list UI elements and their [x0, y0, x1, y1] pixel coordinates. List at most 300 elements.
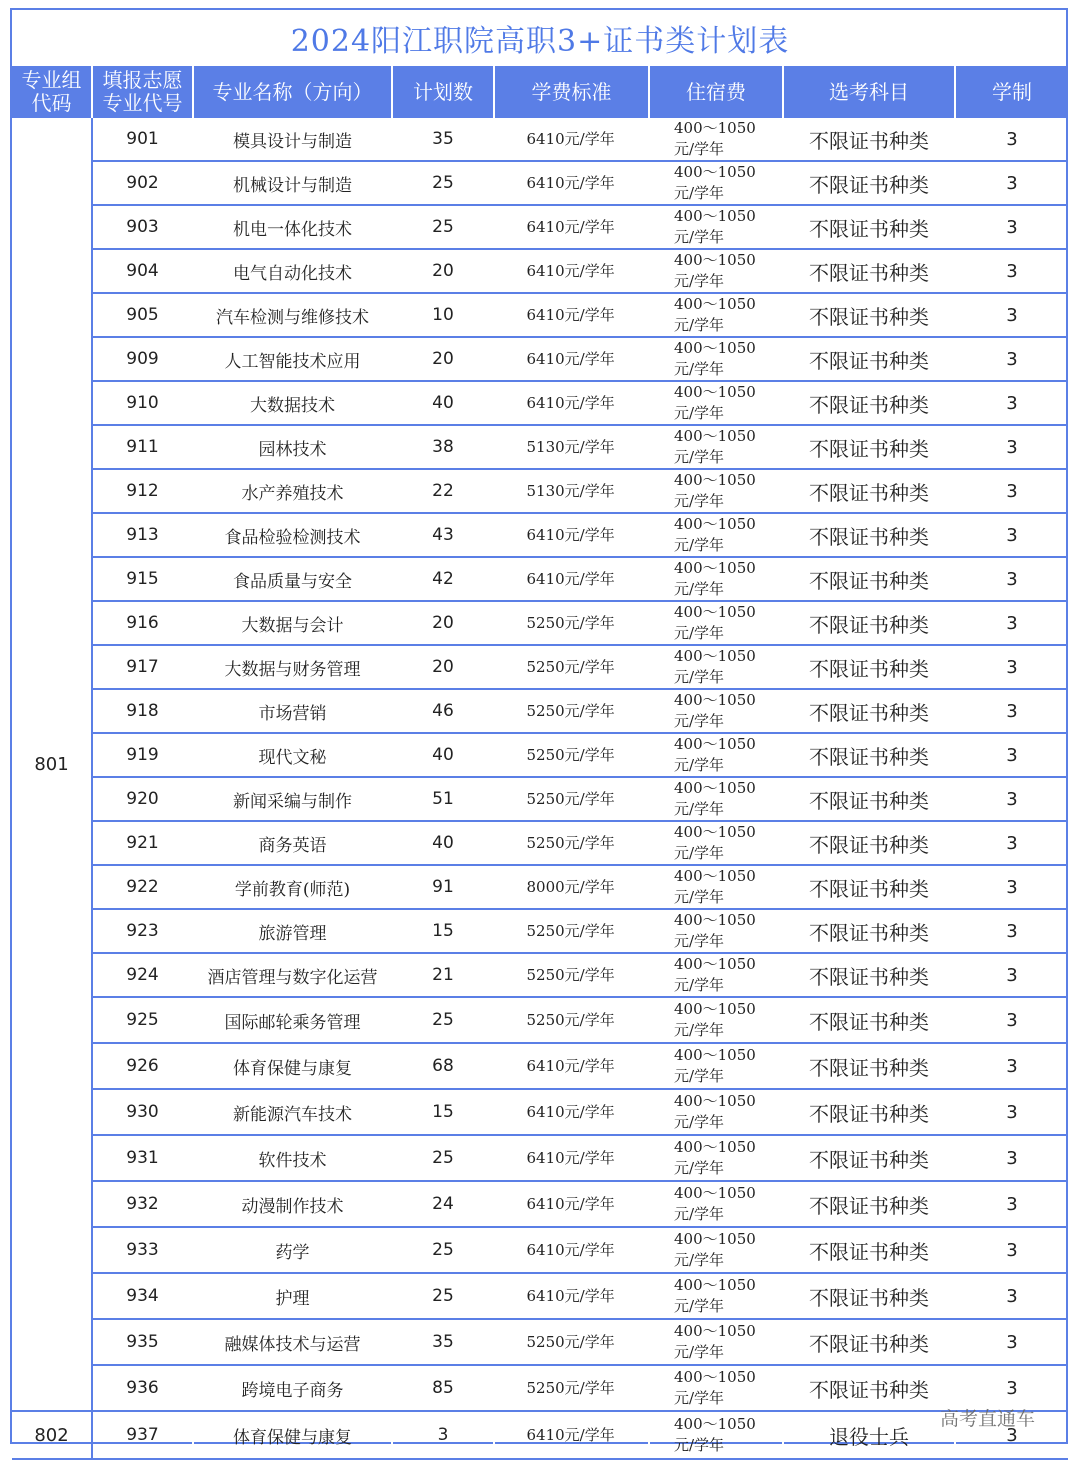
plan-count-cell: 91: [392, 865, 494, 909]
tuition-cell: [494, 689, 649, 733]
accommodation-cell: [649, 557, 783, 601]
table-row: [12, 1181, 1068, 1227]
table-row: [12, 821, 1068, 865]
accommodation-cell: [649, 733, 783, 777]
tuition-cell: [494, 645, 649, 689]
accommodation-cell: [649, 1319, 783, 1365]
subjects-cell: 不限证书种类: [783, 1043, 955, 1089]
major-name-cell: 国际邮轮乘务管理: [193, 997, 392, 1043]
table-row: [12, 513, 1068, 557]
major-code-cell: 931: [92, 1135, 193, 1181]
major-code-cell: 901: [92, 118, 193, 161]
table-row: [12, 1411, 1068, 1459]
table-row: [12, 469, 1068, 513]
duration-cell: 3: [955, 425, 1068, 469]
subjects-cell: 不限证书种类: [783, 205, 955, 249]
accommodation-text: 400～1050元/学年: [674, 1184, 756, 1223]
table-row: [12, 1273, 1068, 1319]
major-name-cell: 园林技术: [193, 425, 392, 469]
tuition-cell: [494, 469, 649, 513]
accommodation-cell: [649, 249, 783, 293]
accommodation-text: 400～1050元/学年: [674, 251, 756, 290]
major-name-cell: 汽车检测与维修技术: [193, 293, 392, 337]
subjects-cell: 不限证书种类: [783, 645, 955, 689]
major-code-cell: 933: [92, 1227, 193, 1273]
group-code-cell: 801: [12, 118, 92, 1411]
accommodation-cell: [649, 953, 783, 997]
tuition-cell: [494, 1181, 649, 1227]
header-plan: 计划数: [392, 66, 494, 118]
major-code-cell: 912: [92, 469, 193, 513]
plan-count-cell: 20: [392, 337, 494, 381]
accommodation-text: 400～1050元/学年: [674, 1322, 756, 1361]
tuition-text: 6410元/学年: [526, 525, 615, 544]
tuition-text: 6410元/学年: [526, 1102, 615, 1121]
tuition-cell: [494, 821, 649, 865]
tuition-text: 6410元/学年: [526, 1056, 615, 1075]
subjects-cell: 不限证书种类: [783, 1089, 955, 1135]
major-code-cell: 924: [92, 953, 193, 997]
major-name-cell: 融媒体技术与运营: [193, 1319, 392, 1365]
accommodation-text: 400～1050元/学年: [674, 339, 756, 378]
major-name-cell: 旅游管理: [193, 909, 392, 953]
accommodation-text: 400～1050元/学年: [674, 1415, 756, 1454]
duration-cell: 3: [955, 1319, 1068, 1365]
tuition-text: 5250元/学年: [526, 745, 615, 764]
major-code-cell: 935: [92, 1319, 193, 1365]
accommodation-cell: [649, 1273, 783, 1319]
tuition-text: 6410元/学年: [526, 1148, 615, 1167]
table-row: [12, 865, 1068, 909]
table-row: [12, 381, 1068, 425]
duration-cell: 3: [955, 601, 1068, 645]
table-row: [12, 293, 1068, 337]
plan-count-cell: 21: [392, 953, 494, 997]
duration-cell: 3: [955, 1043, 1068, 1089]
duration-cell: 3: [955, 777, 1068, 821]
accommodation-text: 400～1050元/学年: [674, 163, 756, 202]
tuition-cell: [494, 601, 649, 645]
tuition-cell: [494, 425, 649, 469]
major-name-cell: 现代文秘: [193, 733, 392, 777]
plan-count-cell: 25: [392, 1135, 494, 1181]
major-code-cell: 930: [92, 1089, 193, 1135]
major-name-cell: 大数据与财务管理: [193, 645, 392, 689]
plan-count-cell: 20: [392, 645, 494, 689]
accommodation-cell: [649, 161, 783, 205]
accommodation-text: 400～1050元/学年: [674, 1138, 756, 1177]
tuition-text: 8000元/学年: [526, 877, 615, 896]
major-code-cell: 904: [92, 249, 193, 293]
major-code-cell: 909: [92, 337, 193, 381]
tuition-text: 5130元/学年: [526, 481, 615, 500]
major-name-cell: 新闻采编与制作: [193, 777, 392, 821]
duration-cell: 3: [955, 1273, 1068, 1319]
major-code-cell: 913: [92, 513, 193, 557]
major-code-cell: 937: [92, 1411, 193, 1459]
accommodation-text: 400～1050元/学年: [674, 867, 756, 906]
tuition-cell: [494, 205, 649, 249]
accommodation-cell: [649, 777, 783, 821]
tuition-text: 6410元/学年: [526, 1240, 615, 1259]
accommodation-text: 400～1050元/学年: [674, 1276, 756, 1315]
accommodation-text: 400～1050元/学年: [674, 1230, 756, 1269]
accommodation-text: 400～1050元/学年: [674, 1046, 756, 1085]
subjects-cell: 不限证书种类: [783, 557, 955, 601]
duration-cell: 3: [955, 733, 1068, 777]
accommodation-cell: [649, 337, 783, 381]
major-name-cell: 电气自动化技术: [193, 249, 392, 293]
tuition-cell: [494, 997, 649, 1043]
major-name-cell: 商务英语: [193, 821, 392, 865]
plan-count-cell: 22: [392, 469, 494, 513]
subjects-cell: 不限证书种类: [783, 425, 955, 469]
tuition-cell: [494, 1043, 649, 1089]
major-name-cell: 机电一体化技术: [193, 205, 392, 249]
subjects-cell: 不限证书种类: [783, 118, 955, 161]
table-row: [12, 118, 1068, 161]
accommodation-text: 400～1050元/学年: [674, 515, 756, 554]
tuition-text: 6410元/学年: [526, 173, 615, 192]
tuition-cell: [494, 249, 649, 293]
plan-count-cell: 15: [392, 909, 494, 953]
table-row: [12, 997, 1068, 1043]
subjects-cell: 不限证书种类: [783, 1365, 955, 1411]
major-code-cell: 926: [92, 1043, 193, 1089]
plan-count-cell: 24: [392, 1181, 494, 1227]
accommodation-text: 400～1050元/学年: [674, 1092, 756, 1131]
plan-count-cell: 25: [392, 1227, 494, 1273]
tuition-text: 6410元/学年: [526, 349, 615, 368]
duration-cell: 3: [955, 293, 1068, 337]
subjects-cell: 不限证书种类: [783, 953, 955, 997]
table-row: [12, 645, 1068, 689]
tuition-cell: [494, 161, 649, 205]
subjects-cell: 不限证书种类: [783, 689, 955, 733]
header-major-name: 专业名称（方向）: [193, 66, 392, 118]
subjects-cell: 不限证书种类: [783, 1273, 955, 1319]
tuition-cell: [494, 293, 649, 337]
major-name-cell: 护理: [193, 1273, 392, 1319]
major-code-cell: 902: [92, 161, 193, 205]
table-row: [12, 1319, 1068, 1365]
plan-count-cell: 35: [392, 1319, 494, 1365]
major-code-cell: 910: [92, 381, 193, 425]
major-name-cell: 软件技术: [193, 1135, 392, 1181]
tuition-cell: [494, 777, 649, 821]
accommodation-cell: [649, 821, 783, 865]
tuition-cell: [494, 1089, 649, 1135]
accommodation-cell: [649, 1089, 783, 1135]
tuition-cell: [494, 1273, 649, 1319]
duration-cell: 3: [955, 865, 1068, 909]
accommodation-cell: [649, 425, 783, 469]
table-row: [12, 1043, 1068, 1089]
table-row: [12, 1089, 1068, 1135]
major-code-cell: 934: [92, 1273, 193, 1319]
plan-count-cell: 51: [392, 777, 494, 821]
plan-count-cell: 40: [392, 381, 494, 425]
major-name-cell: 大数据技术: [193, 381, 392, 425]
accommodation-text: 400～1050元/学年: [674, 1368, 756, 1407]
plan-count-cell: 15: [392, 1089, 494, 1135]
accommodation-cell: [649, 381, 783, 425]
subjects-cell: 不限证书种类: [783, 601, 955, 645]
duration-cell: 3: [955, 645, 1068, 689]
major-code-cell: 925: [92, 997, 193, 1043]
subjects-cell: 不限证书种类: [783, 161, 955, 205]
major-name-cell: 新能源汽车技术: [193, 1089, 392, 1135]
major-code-cell: 905: [92, 293, 193, 337]
accommodation-text: 400～1050元/学年: [674, 647, 756, 686]
table-row: [12, 161, 1068, 205]
major-name-cell: 体育保健与康复: [193, 1411, 392, 1459]
group-code-cell: 802: [12, 1411, 92, 1459]
tuition-text: 6410元/学年: [526, 305, 615, 324]
plan-count-cell: 42: [392, 557, 494, 601]
duration-cell: 3: [955, 1365, 1068, 1411]
duration-cell: 3: [955, 337, 1068, 381]
tuition-text: 5250元/学年: [526, 965, 615, 984]
major-code-cell: 915: [92, 557, 193, 601]
tuition-text: 5250元/学年: [526, 701, 615, 720]
table-row: [12, 689, 1068, 733]
tuition-text: 6410元/学年: [526, 393, 615, 412]
subjects-cell: 不限证书种类: [783, 1227, 955, 1273]
tuition-text: 5250元/学年: [526, 833, 615, 852]
duration-cell: 3: [955, 469, 1068, 513]
accommodation-text: 400～1050元/学年: [674, 559, 756, 598]
accommodation-text: 400～1050元/学年: [674, 207, 756, 246]
accommodation-cell: [649, 601, 783, 645]
major-code-cell: 922: [92, 865, 193, 909]
major-name-cell: 食品质量与安全: [193, 557, 392, 601]
accommodation-text: 400～1050元/学年: [674, 119, 756, 158]
subjects-cell: 不限证书种类: [783, 1181, 955, 1227]
subjects-cell: 不限证书种类: [783, 997, 955, 1043]
accommodation-cell: [649, 865, 783, 909]
subjects-cell: 不限证书种类: [783, 469, 955, 513]
accommodation-cell: [649, 469, 783, 513]
plan-count-cell: 35: [392, 118, 494, 161]
table-row: [12, 1135, 1068, 1181]
major-name-cell: 跨境电子商务: [193, 1365, 392, 1411]
duration-cell: 3: [955, 1227, 1068, 1273]
subjects-cell: 不限证书种类: [783, 1319, 955, 1365]
accommodation-cell: [649, 689, 783, 733]
tuition-text: 5250元/学年: [526, 1010, 615, 1029]
duration-cell: 3: [955, 821, 1068, 865]
accommodation-text: 400～1050元/学年: [674, 823, 756, 862]
subjects-cell: 不限证书种类: [783, 337, 955, 381]
accommodation-text: 400～1050元/学年: [674, 1000, 756, 1039]
accommodation-text: 400～1050元/学年: [674, 779, 756, 818]
tuition-cell: [494, 1135, 649, 1181]
accommodation-cell: [649, 1043, 783, 1089]
duration-cell: 3: [955, 997, 1068, 1043]
accommodation-cell: [649, 1227, 783, 1273]
header-duration: 学制: [955, 66, 1068, 118]
subjects-cell: 不限证书种类: [783, 513, 955, 557]
accommodation-text: 400～1050元/学年: [674, 295, 756, 334]
plan-count-cell: 20: [392, 249, 494, 293]
plan-count-cell: 25: [392, 1273, 494, 1319]
tuition-cell: [494, 1411, 649, 1459]
tuition-text: 6410元/学年: [526, 1194, 615, 1213]
major-name-cell: 食品检验检测技术: [193, 513, 392, 557]
plan-count-cell: 85: [392, 1365, 494, 1411]
subjects-cell: 不限证书种类: [783, 1135, 955, 1181]
major-name-cell: 市场营销: [193, 689, 392, 733]
tuition-cell: [494, 953, 649, 997]
major-name-cell: 机械设计与制造: [193, 161, 392, 205]
header-subjects: 选考科目: [783, 66, 955, 118]
subjects-cell: 不限证书种类: [783, 733, 955, 777]
tuition-cell: [494, 1227, 649, 1273]
tuition-cell: [494, 557, 649, 601]
tuition-cell: [494, 1365, 649, 1411]
header-major-code: 填报志愿专业代号: [92, 66, 193, 118]
plan-count-cell: 40: [392, 733, 494, 777]
duration-cell: 3: [955, 118, 1068, 161]
tuition-cell: [494, 733, 649, 777]
accommodation-text: 400～1050元/学年: [674, 603, 756, 642]
accommodation-text: 400～1050元/学年: [674, 911, 756, 950]
duration-cell: 3: [955, 1181, 1068, 1227]
tuition-cell: [494, 337, 649, 381]
subjects-cell: 不限证书种类: [783, 293, 955, 337]
major-code-cell: 916: [92, 601, 193, 645]
subjects-cell: 不限证书种类: [783, 821, 955, 865]
accommodation-cell: [649, 205, 783, 249]
duration-cell: 3: [955, 1089, 1068, 1135]
accommodation-cell: [649, 1365, 783, 1411]
major-code-cell: 911: [92, 425, 193, 469]
tuition-text: 5250元/学年: [526, 921, 615, 940]
table-row: [12, 601, 1068, 645]
duration-cell: 3: [955, 953, 1068, 997]
accommodation-cell: [649, 293, 783, 337]
watermark: 高考直通车: [940, 1408, 1036, 1430]
accommodation-text: 400～1050元/学年: [674, 383, 756, 422]
subjects-cell: 不限证书种类: [783, 381, 955, 425]
tuition-text: 6410元/学年: [526, 261, 615, 280]
duration-cell: 3: [955, 513, 1068, 557]
major-code-cell: 920: [92, 777, 193, 821]
header-row: [12, 66, 1068, 118]
major-code-cell: 918: [92, 689, 193, 733]
plan-count-cell: 25: [392, 205, 494, 249]
duration-cell: 3: [955, 1411, 1068, 1459]
plan-count-cell: 3: [392, 1411, 494, 1459]
duration-cell: 3: [955, 909, 1068, 953]
tuition-text: 5130元/学年: [526, 437, 615, 456]
duration-cell: 3: [955, 381, 1068, 425]
table-row: [12, 953, 1068, 997]
tuition-text: 5250元/学年: [526, 1332, 615, 1351]
table-row: [12, 733, 1068, 777]
major-code-cell: 923: [92, 909, 193, 953]
major-name-cell: 体育保健与康复: [193, 1043, 392, 1089]
major-name-cell: 人工智能技术应用: [193, 337, 392, 381]
major-name-cell: 学前教育(师范): [193, 865, 392, 909]
accommodation-cell: [649, 997, 783, 1043]
tuition-cell: [494, 118, 649, 161]
accommodation-text: 400～1050元/学年: [674, 735, 756, 774]
accommodation-text: 400～1050元/学年: [674, 471, 756, 510]
plan-count-cell: 46: [392, 689, 494, 733]
subjects-cell: 不限证书种类: [783, 249, 955, 293]
header-group-code: 专业组代码: [12, 66, 92, 118]
table-row: [12, 777, 1068, 821]
accommodation-cell: [649, 645, 783, 689]
duration-cell: 3: [955, 205, 1068, 249]
table-row: [12, 1365, 1068, 1411]
accommodation-cell: [649, 1181, 783, 1227]
tuition-text: 5250元/学年: [526, 1378, 615, 1397]
subjects-cell: 不限证书种类: [783, 909, 955, 953]
accommodation-text: 400～1050元/学年: [674, 427, 756, 466]
major-name-cell: 酒店管理与数字化运营: [193, 953, 392, 997]
header-tuition: 学费标准: [494, 66, 649, 118]
accommodation-text: 400～1050元/学年: [674, 955, 756, 994]
accommodation-text: 400～1050元/学年: [674, 691, 756, 730]
duration-cell: 3: [955, 557, 1068, 601]
tuition-cell: [494, 909, 649, 953]
tuition-cell: [494, 381, 649, 425]
accommodation-cell: [649, 118, 783, 161]
major-code-cell: 936: [92, 1365, 193, 1411]
table-row: [12, 337, 1068, 381]
tuition-text: 6410元/学年: [526, 569, 615, 588]
tuition-text: 5250元/学年: [526, 657, 615, 676]
plan-count-cell: 38: [392, 425, 494, 469]
major-code-cell: 917: [92, 645, 193, 689]
tuition-text: 6410元/学年: [526, 1286, 615, 1305]
tuition-text: 5250元/学年: [526, 613, 615, 632]
tuition-text: 6410元/学年: [526, 1425, 615, 1444]
major-code-cell: 932: [92, 1181, 193, 1227]
table-row: [12, 205, 1068, 249]
major-name-cell: 药学: [193, 1227, 392, 1273]
plan-count-cell: 10: [392, 293, 494, 337]
tuition-text: 6410元/学年: [526, 129, 615, 148]
accommodation-cell: [649, 513, 783, 557]
tuition-text: 6410元/学年: [526, 217, 615, 236]
page-title: 2024阳江职院高职3+证书类计划表: [290, 24, 790, 59]
plan-count-cell: 43: [392, 513, 494, 557]
accommodation-cell: [649, 1411, 783, 1459]
duration-cell: 3: [955, 1135, 1068, 1181]
tuition-text: 5250元/学年: [526, 789, 615, 808]
duration-cell: 3: [955, 161, 1068, 205]
major-code-cell: 903: [92, 205, 193, 249]
subjects-cell: 退役士兵: [783, 1411, 955, 1459]
table-row: [12, 557, 1068, 601]
major-name-cell: 动漫制作技术: [193, 1181, 392, 1227]
major-name-cell: 模具设计与制造: [193, 118, 392, 161]
accommodation-cell: [649, 909, 783, 953]
major-code-cell: 919: [92, 733, 193, 777]
table-row: [12, 909, 1068, 953]
subjects-cell: 不限证书种类: [783, 865, 955, 909]
plan-count-cell: 25: [392, 997, 494, 1043]
plan-count-cell: 20: [392, 601, 494, 645]
plan-count-cell: 68: [392, 1043, 494, 1089]
plan-count-cell: 40: [392, 821, 494, 865]
major-code-cell: 921: [92, 821, 193, 865]
header-accommodation: 住宿费: [649, 66, 783, 118]
